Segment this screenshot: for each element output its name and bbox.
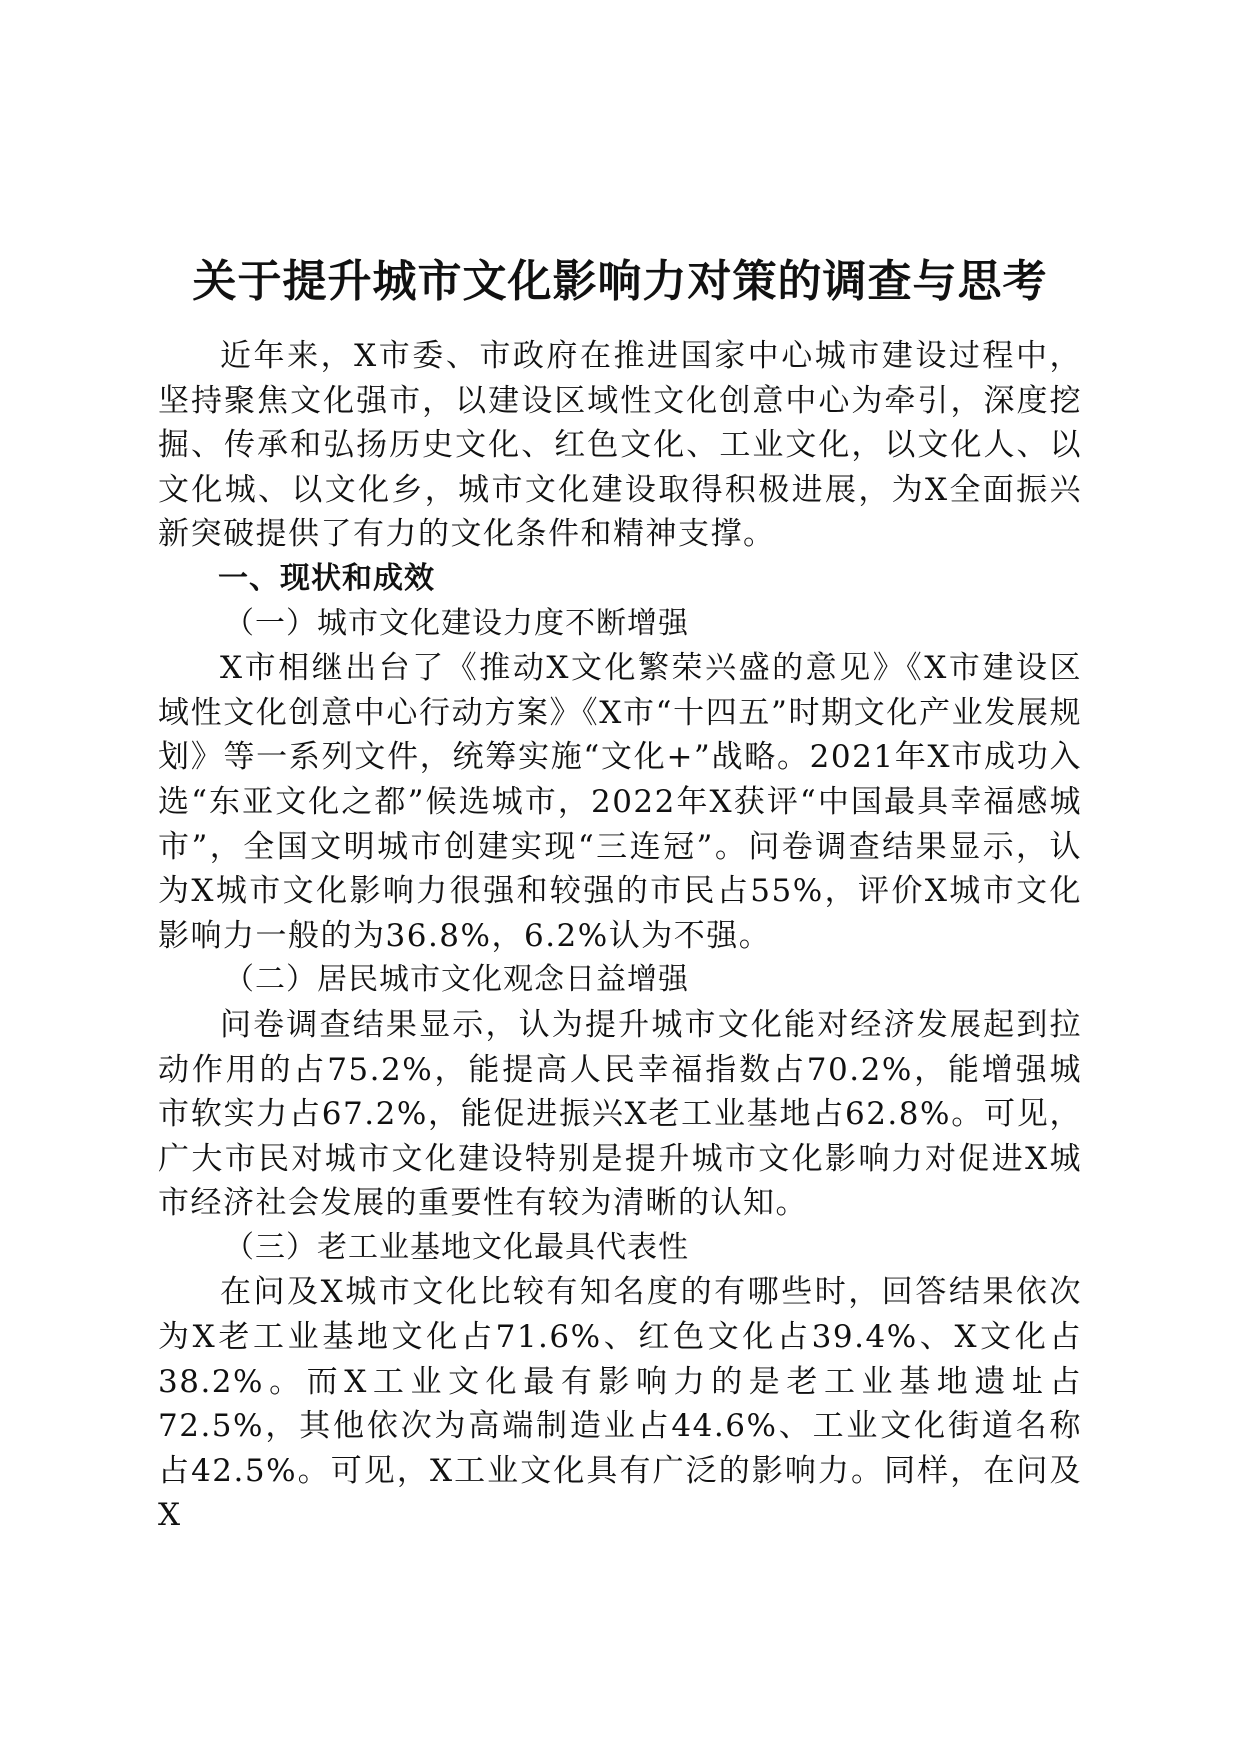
subsection-heading-1: （一）城市文化建设力度不断增强 (224, 605, 689, 641)
subsection-paragraph-2: 问卷调查结果显示，认为提升城市文化能对经济发展起到拉动作用的占75.2%，能提高人民幸福指数占70.2%，能增强城市软实力占67.2%，能促进振兴X老工业基地占62.8%。可见，广大市民对城市文化建设特别是提升城市文化影响力对促进X城市经济社会发展的重要性有较为清晰的认知。 (158, 1006, 1082, 1222)
document-title: 关于提升城市文化影响力对策的调查与思考 (192, 256, 1048, 307)
subsection-heading-3: （三）老工业基地文化最具代表性 (224, 1229, 689, 1265)
subsection-heading-2: （二）居民城市文化观念日益增强 (224, 962, 689, 998)
section-heading-status: 一、现状和成效 (218, 560, 435, 596)
subsection-paragraph-1: X市相继出台了《推动X文化繁荣兴盛的意见》《X市建设区域性文化创意中心行动方案》《X市“十四五”时期文化产业发展规划》等一系列文件，统筹实施“文化+”战略。2021年X市成功入选“东亚文化之都”候选城市，2022年X获评“中国最具幸福感城市”，全国文明城市创建实现“三连冠”。问卷调查结果显示，认为X城市文化影响力很强和较强的市民占55%，评价X城市文化影响力一般的为36.8%，6.2%认为不强。 (158, 650, 1082, 954)
subsection-paragraph-3: 在问及X城市文化比较有知名度的有哪些时，回答结果依次为X老工业基地文化占71.6%、红色文化占39.4%、X文化占38.2%。而X工业文化最有影响力的是老工业基地遗址占72.5%，其他依次为高端制造业占44.6%、工业文化街道名称占42.5%。可见，X工业文化具有广泛的影响力。同样，在问及X (158, 1274, 1082, 1534)
document-body (158, 334, 1082, 1538)
intro-paragraph: 近年来，X市委、市政府在推进国家中心城市建设过程中，坚持聚焦文化强市，以建设区域性文化创意中心为牵引，深度挖掘、传承和弘扬历史文化、红色文化、工业文化，以文化人、以文化城、以文化乡，城市文化建设取得积极进展，为X全面振兴新突破提供了有力的文化条件和精神支撑。 (158, 338, 1082, 553)
